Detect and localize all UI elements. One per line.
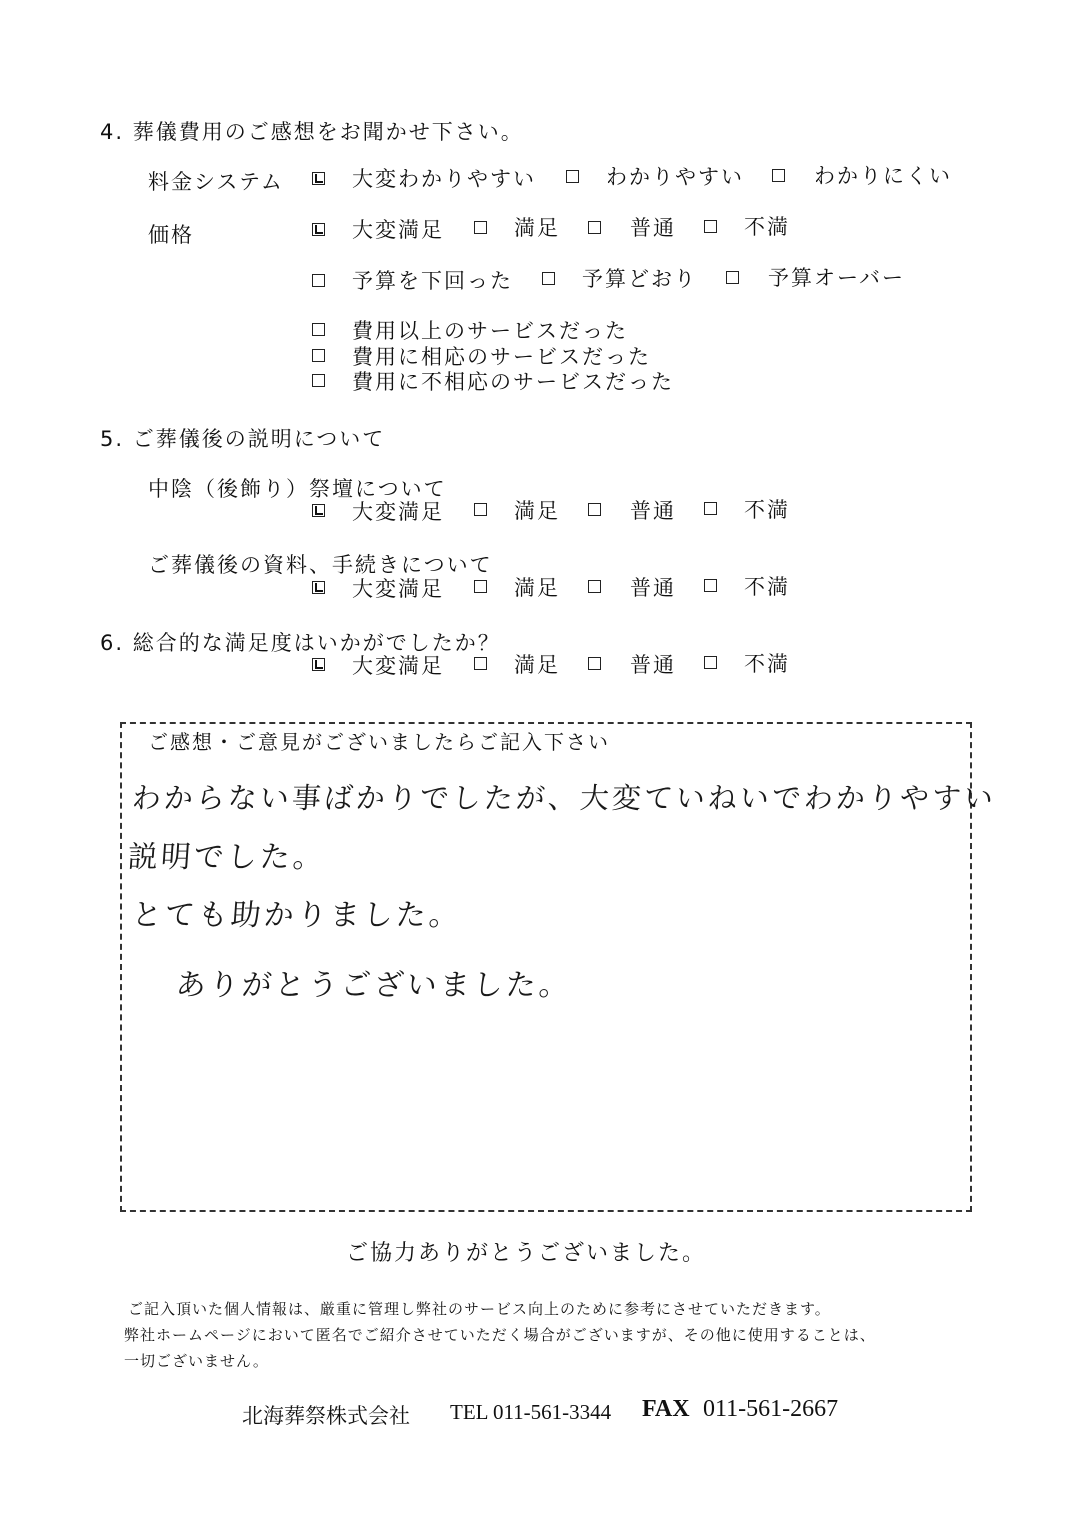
q4-budget-option-2: 予算オーバー xyxy=(768,266,905,290)
q5-sub1-checkbox-3[interactable] xyxy=(704,502,717,515)
company-fax-label: FAX xyxy=(642,1396,690,1422)
q5-sub1-option-1: 満足 xyxy=(514,499,560,523)
comment-line-1: わからない事ばかりでしたが、大変ていねいでわかりやすい xyxy=(130,781,998,815)
q5-sub1-label: 中陰（後飾り）祭壇について xyxy=(148,477,447,501)
q5-sub2-checkbox-3[interactable] xyxy=(704,579,717,592)
company-name: 北海葬祭株式会社 xyxy=(242,1404,410,1428)
q4-title: 4. 葬儀費用のご感想をお聞かせ下さい。 xyxy=(100,120,524,144)
notice-line-1: ご記入頂いた個人情報は、厳重に管理し弊社のサービス向上のために参考にさせていただきます。 xyxy=(128,1300,831,1318)
q4-price-checkbox-3[interactable] xyxy=(704,220,717,233)
q4-system-option-1: わかりやすい xyxy=(606,165,744,189)
q6-option-0: 大変満足 xyxy=(352,654,444,678)
q4-price-option-3: 不満 xyxy=(744,215,790,239)
q5-sub1-checkbox-0[interactable] xyxy=(312,504,325,517)
q4-system-label: 料金システム xyxy=(148,170,284,194)
q4-budget-checkbox-2[interactable] xyxy=(726,271,739,284)
q4-system-checkbox-0[interactable] xyxy=(312,172,325,185)
q5-sub1-checkbox-1[interactable] xyxy=(474,503,487,516)
company-fax-number: 011-561-2667 xyxy=(703,1396,839,1422)
q6-title: 6. 総合的な満足度はいかがでしたか？ xyxy=(100,631,501,655)
q4-service-option-1: 費用に相応のサービスだった xyxy=(352,345,651,369)
q5-sub2-option-3: 不満 xyxy=(744,575,790,599)
q4-service-checkbox-1[interactable] xyxy=(312,349,325,362)
q5-title: 5. ご葬儀後の説明について xyxy=(100,427,386,451)
q6-checkbox-2[interactable] xyxy=(588,657,601,670)
q4-price-option-2: 普通 xyxy=(630,216,676,240)
q4-price-label: 価格 xyxy=(148,223,194,247)
q6-checkbox-3[interactable] xyxy=(704,656,717,669)
q4-budget-checkbox-0[interactable] xyxy=(312,274,325,287)
comments-heading: ご感想・ご意見がございましたらご記入下さい xyxy=(148,730,610,754)
q6-option-3: 不満 xyxy=(744,652,790,676)
q5-sub1-option-3: 不満 xyxy=(744,498,790,522)
q4-system-option-0: 大変わかりやすい xyxy=(352,167,536,191)
q6-option-2: 普通 xyxy=(630,653,676,677)
q4-price-checkbox-2[interactable] xyxy=(588,221,601,234)
q6-checkbox-0[interactable] xyxy=(312,658,325,671)
q4-service-checkbox-2[interactable] xyxy=(312,374,325,387)
q4-price-checkbox-1[interactable] xyxy=(474,221,487,234)
q4-service-option-2: 費用に不相応のサービスだった xyxy=(352,370,674,394)
q4-service-checkbox-0[interactable] xyxy=(312,323,325,336)
q5-sub2-checkbox-1[interactable] xyxy=(474,580,487,593)
q5-sub2-label: ご葬儀後の資料、手続きについて xyxy=(148,553,493,577)
company-tel: TEL 011-561-3344 xyxy=(450,1400,612,1424)
q4-price-option-0: 大変満足 xyxy=(352,218,444,242)
q6-option-1: 満足 xyxy=(514,653,560,677)
comment-line-3: とても助かりました。 xyxy=(130,898,463,933)
q5-sub2-option-2: 普通 xyxy=(630,576,676,600)
comment-line-4: ありがとうございました。 xyxy=(174,968,573,1003)
q6-checkbox-1[interactable] xyxy=(474,657,487,670)
q4-price-checkbox-0[interactable] xyxy=(312,223,325,236)
q4-budget-checkbox-1[interactable] xyxy=(542,272,555,285)
q4-price-option-1: 満足 xyxy=(514,216,560,240)
q5-sub2-checkbox-2[interactable] xyxy=(588,580,601,593)
q4-system-option-2: わかりにくい xyxy=(814,164,952,188)
q5-sub1-option-2: 普通 xyxy=(630,499,676,523)
q4-system-checkbox-1[interactable] xyxy=(566,170,579,183)
thanks-message: ご協力ありがとうございました。 xyxy=(346,1241,707,1266)
q5-sub1-checkbox-2[interactable] xyxy=(588,503,601,516)
q4-system-checkbox-2[interactable] xyxy=(772,169,785,182)
q5-sub2-checkbox-0[interactable] xyxy=(312,581,325,594)
q5-sub2-option-0: 大変満足 xyxy=(352,577,444,601)
q5-sub1-option-0: 大変満足 xyxy=(352,500,444,524)
comment-line-2: 説明でした。 xyxy=(126,840,327,875)
q4-budget-option-1: 予算どおり xyxy=(582,267,697,291)
q4-service-option-0: 費用以上のサービスだった xyxy=(352,319,628,343)
q4-budget-option-0: 予算を下回った xyxy=(352,269,513,293)
notice-line-3: 一切ございません。 xyxy=(124,1352,269,1370)
q5-sub2-option-1: 満足 xyxy=(514,576,560,600)
notice-line-2: 弊社ホームページにおいて匿名でご紹介させていただく場合がございますが、その他に使用することは、 xyxy=(124,1326,876,1344)
